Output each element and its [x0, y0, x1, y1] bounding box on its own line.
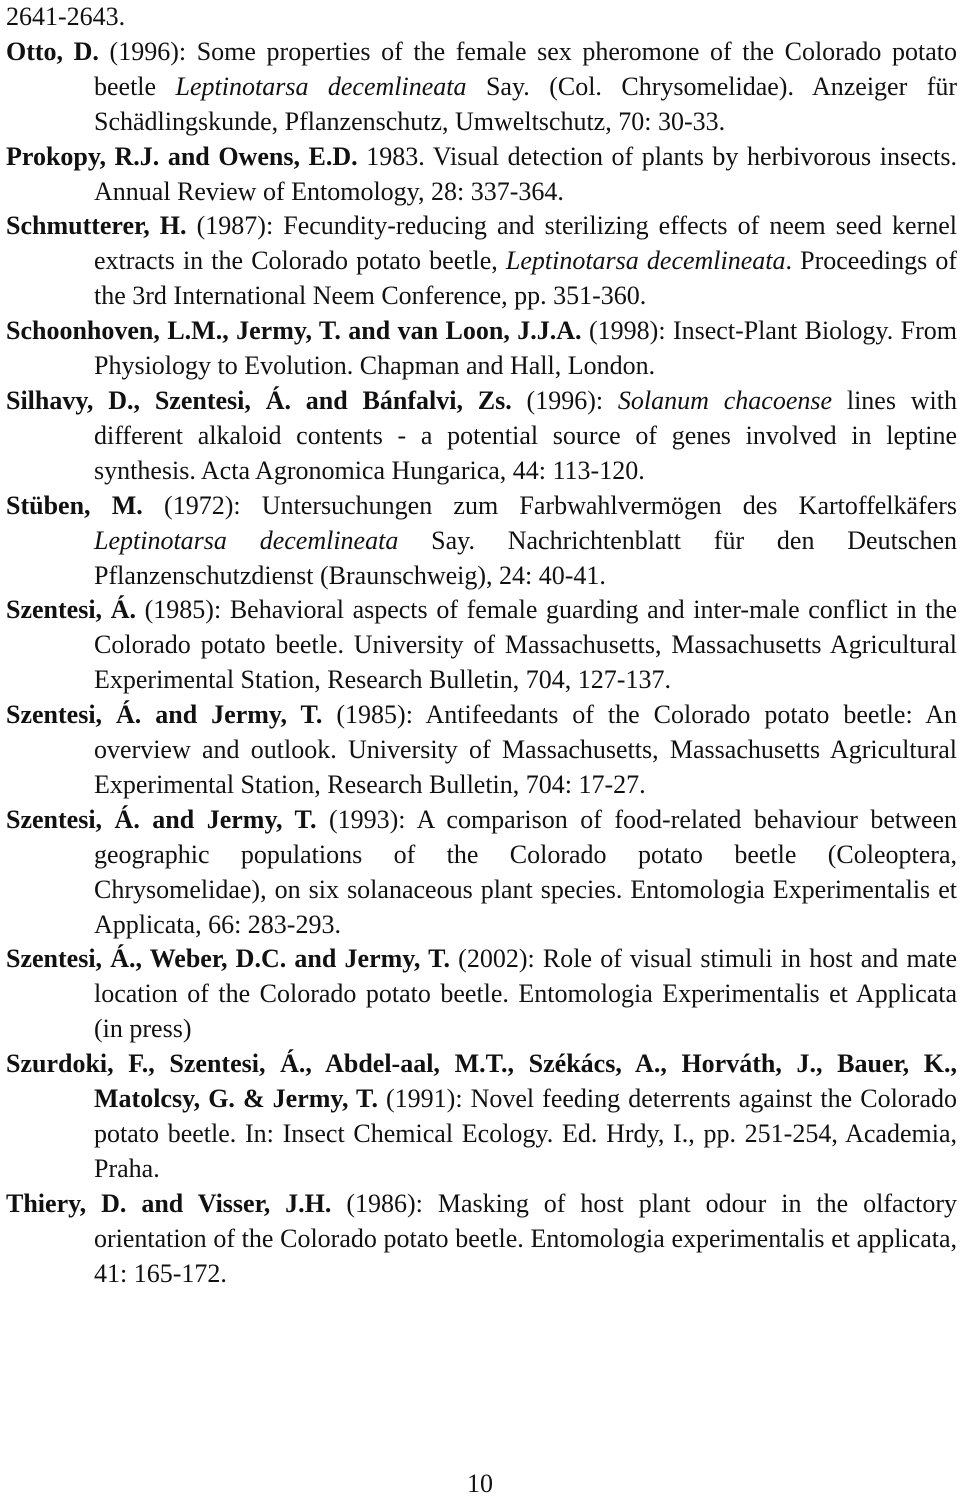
- reference-text: (1993): A comparison of food-related behaviour between geographic populations of the Colorado potato beetle (Coleoptera, Chrysomelidae), on six solanaceous plant species. Entomologia Experimentalis et Applicata, 66: 283-293.: [94, 804, 957, 939]
- reference-entry: [6, 1047, 957, 1187]
- reference-authors: Silhavy, D., Szentesi, Á. and Bánfalvi, Zs.: [6, 385, 512, 415]
- reference-text: (1985): Antifeedants of the Colorado potato beetle: An overview and outlook. University of Massachusetts, Massachusetts Agricultural Experimental Station, Research Bulletin, 704: 17-27.: [94, 700, 957, 799]
- reference-text: (2002): Role of visual stimuli in host and mate location of the Colorado potato beetle. Entomologia Experimentalis et Applicata (in press): [94, 944, 957, 1044]
- reference-authors: Otto, D.: [6, 36, 99, 66]
- reference-text: (1996): Some properties of the female sex pheromone of the Colorado potato beetle: [94, 36, 957, 101]
- reference-text: (1985): Behavioral aspects of female guarding and inter-male conflict in the Colorado potato beetle. University of Massachusetts, Massachusetts Agricultural Experimental Station, Research Bulletin, 704, 127-137.: [94, 595, 957, 695]
- page-number: 10: [467, 1469, 493, 1498]
- reference-entry: [6, 140, 957, 210]
- reference-text: (1986): Masking of host plant odour in the olfactory orientation of the Colorado potato beetle. Entomologia experimentalis et applicata, 41: 165-172.: [94, 1188, 957, 1288]
- reference-text: (1991): Novel feeding deterrents against the Colorado potato beetle. In: Insect Chemical Ecology. Ed. Hrdy, I., pp. 251-254, Academia, Praha.: [94, 1084, 958, 1183]
- species-name: Leptinotarsa decemlineata: [505, 246, 786, 276]
- reference-authors: Thiery, D. and Visser, J.H.: [6, 1188, 332, 1218]
- reference-entry: [6, 593, 957, 698]
- reference-entry: [6, 384, 957, 489]
- reference-authors: Szurdoki, F., Szentesi, Á., Abdel-aal, M.T., Székács, A., Horváth, J., Bauer, K., Matolcsy, G. & Jermy, T.: [6, 1049, 957, 1114]
- species-name: Solanum chacoense: [617, 385, 833, 415]
- reference-text: (1998): Insect-Plant Biology. From Physiology to Evolution. Chapman and Hall, London.: [94, 316, 957, 381]
- reference-entry: [6, 314, 957, 384]
- reference-text: Say. (Col. Chrysomelidae). Anzeiger für Schädlingskunde, Pflanzenschutz, Umweltschutz, 70: 30-33.: [94, 71, 958, 136]
- reference-authors: Prokopy, R.J. and Owens, E.D.: [6, 141, 358, 171]
- reference-authors: Szentesi, Á., Weber, D.C. and Jermy, T.: [6, 944, 450, 974]
- reference-authors: Szentesi, Á. and Jermy, T.: [6, 700, 323, 730]
- reference-list: [6, 0, 957, 1292]
- reference-entry: [6, 489, 957, 594]
- species-name: Leptinotarsa decemlineata: [175, 71, 467, 101]
- reference-text: . Proceedings of the 3rd International Neem Conference, pp. 351-360.: [94, 246, 957, 311]
- reference-text: (1996):: [511, 385, 618, 415]
- reference-entry: [6, 698, 957, 803]
- reference-entry: [6, 803, 957, 943]
- reference-authors: Szentesi, Á. and Jermy, T.: [6, 804, 317, 834]
- reference-entry: [6, 209, 957, 314]
- reference-text: 1983. Visual detection of plants by herbivorous insects. Annual Review of Entomology, 28: 337-364.: [94, 141, 957, 206]
- reference-entry: [6, 0, 957, 35]
- reference-authors: Szentesi, Á.: [6, 595, 136, 625]
- reference-text: lines with different alkaloid contents - a potential source of genes involved in leptine synthesis. Acta Agronomica Hungarica, 44: 113-120.: [94, 385, 957, 485]
- species-name: Leptinotarsa decemlineata: [94, 525, 399, 555]
- reference-text: Say. Nachrichtenblatt für den Deutschen Pflanzenschutzdienst (Braunschweig), 24: 40-41.: [94, 525, 957, 590]
- reference-text: (1987): Fecundity-reducing and sterilizing effects of neem seed kernel extracts in the Colorado potato beetle,: [94, 211, 958, 276]
- reference-text: (1972): Untersuchungen zum Farbwahlvermögen des Kartoffelkäfers: [142, 490, 958, 520]
- reference-entry: [6, 35, 957, 140]
- reference-entry: [6, 1187, 957, 1292]
- reference-text: 2641-2643.: [6, 2, 126, 31]
- reference-authors: Stüben, M.: [6, 490, 143, 520]
- reference-authors: Schoonhoven, L.M., Jermy, T. and van Loon, J.J.A.: [6, 316, 582, 346]
- reference-authors: Schmutterer, H.: [6, 211, 187, 241]
- reference-entry: [6, 942, 957, 1047]
